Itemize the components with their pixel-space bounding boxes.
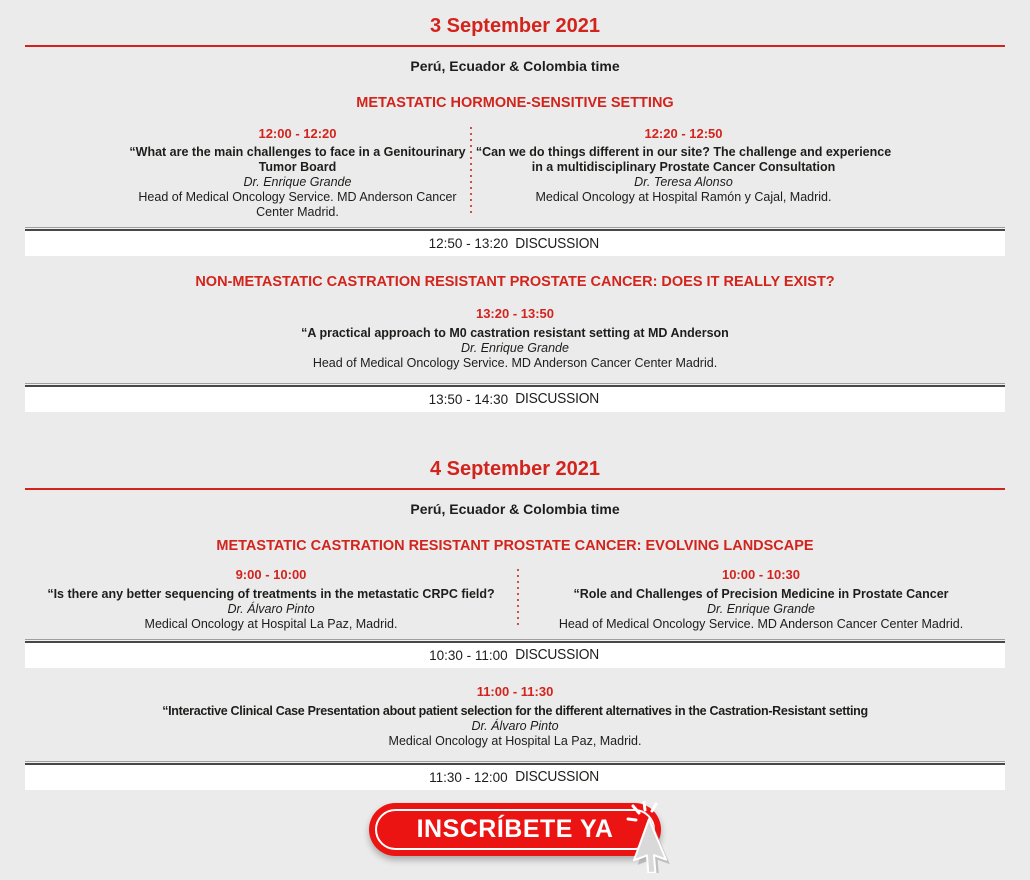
session-title: “A practical approach to M0 castration resistant setting at MD Anderson	[301, 325, 729, 340]
session-left	[25, 125, 470, 221]
discussion-bar	[25, 383, 1005, 412]
timezone-label: Perú, Ecuador & Colombia time	[410, 500, 620, 517]
day-title-rule	[25, 488, 1005, 490]
session-affiliation: Medical Oncology at Hospital La Paz, Madrid.	[388, 733, 642, 748]
day-section-4-september	[0, 412, 1030, 790]
session-speaker: Dr. Enrique Grande	[461, 340, 569, 355]
session-columns	[25, 125, 1005, 221]
discussion-time: 10:30 - 11:00	[429, 647, 508, 663]
session-speaker: Dr. Enrique Grande	[243, 175, 352, 190]
discussion-label: DISCUSSION	[514, 769, 599, 786]
discussion-time: 11:30 - 12:00	[429, 769, 508, 785]
session-time: 10:00 - 10:30	[721, 567, 801, 583]
session-time: 9:00 - 10:00	[235, 567, 307, 583]
section-heading: NON-METASTATIC CASTRATION RESISTANT PROSTATE CANCER: DOES IT REALLY EXIST?	[195, 274, 835, 291]
discussion-label: DISCUSSION	[515, 235, 600, 252]
session-affiliation: Head of Medical Oncology Service. MD Anderson Cancer Center Madrid.	[138, 190, 457, 220]
dotted-divider	[470, 127, 472, 217]
session-speaker: Dr. Álvaro Pinto	[471, 718, 559, 733]
discussion-label: DISCUSSION	[515, 391, 600, 408]
session-time: 13:20 - 13:50	[475, 306, 555, 322]
session-title: “Role and Challenges of Precision Medicine in Prostate Cancer	[573, 586, 949, 601]
discussion-time: 12:50 - 13:20	[428, 236, 509, 252]
session-speaker: Dr. Álvaro Pinto	[227, 601, 315, 616]
session-time: 11:00 - 11:30	[476, 683, 554, 699]
session-columns	[25, 567, 1005, 632]
discussion-bar	[25, 639, 1005, 668]
session-left	[25, 567, 517, 632]
cta-label: INSCRÍBETE YA	[416, 814, 614, 843]
session-affiliation: Medical Oncology at Hospital La Paz, Madrid.	[144, 616, 398, 631]
discussion-label: DISCUSSION	[514, 647, 599, 664]
discussion-bar	[25, 761, 1005, 790]
cursor-click-icon	[625, 801, 697, 873]
session-title: “Can we do things different in our site? The challenge and experience in a multidisciplinary Prostate Cancer Consultation	[475, 145, 892, 175]
session-single	[25, 684, 1005, 749]
session-single	[25, 306, 1005, 371]
session-time: 12:00 - 12:20	[258, 125, 337, 141]
section-heading: METASTATIC CASTRATION RESISTANT PROSTATE CANCER: EVOLVING LANDSCAPE	[216, 537, 814, 554]
session-title: “Interactive Clinical Case Presentation about patient selection for the different alternatives in the Castration-Resistant setting	[162, 703, 868, 718]
discussion-bar	[25, 227, 1005, 256]
session-title: “Is there any better sequencing of treatments in the metastatic CRPC field?	[47, 586, 495, 601]
day-section-3-september	[0, 0, 1030, 412]
session-speaker: Dr. Enrique Grande	[707, 601, 815, 616]
session-right	[470, 125, 1005, 221]
timezone-label: Perú, Ecuador & Colombia time	[410, 58, 620, 74]
discussion-time: 13:50 - 14:30	[428, 391, 509, 407]
session-speaker: Dr. Teresa Alonso	[634, 175, 733, 190]
dotted-divider	[517, 569, 519, 628]
session-right	[517, 567, 1005, 632]
session-time: 12:20 - 12:50	[644, 125, 723, 141]
session-affiliation: Head of Medical Oncology Service. MD Anderson Cancer Center Madrid.	[558, 616, 964, 631]
session-affiliation: Medical Oncology at Hospital Ramón y Cajal, Madrid.	[535, 190, 832, 205]
section-heading: METASTATIC HORMONE-SENSITIVE SETTING	[356, 95, 674, 112]
day-title: 4 September 2021	[429, 457, 601, 480]
session-affiliation: Head of Medical Oncology Service. MD Anderson Cancer Center Madrid.	[312, 355, 718, 370]
day-title-rule	[25, 45, 1005, 47]
day-title: 3 September 2021	[429, 15, 601, 37]
inscribete-button[interactable]	[369, 803, 661, 856]
session-title: “What are the main challenges to face in a Genitourinary Tumor Board	[129, 145, 466, 175]
cta-row	[0, 803, 1030, 856]
